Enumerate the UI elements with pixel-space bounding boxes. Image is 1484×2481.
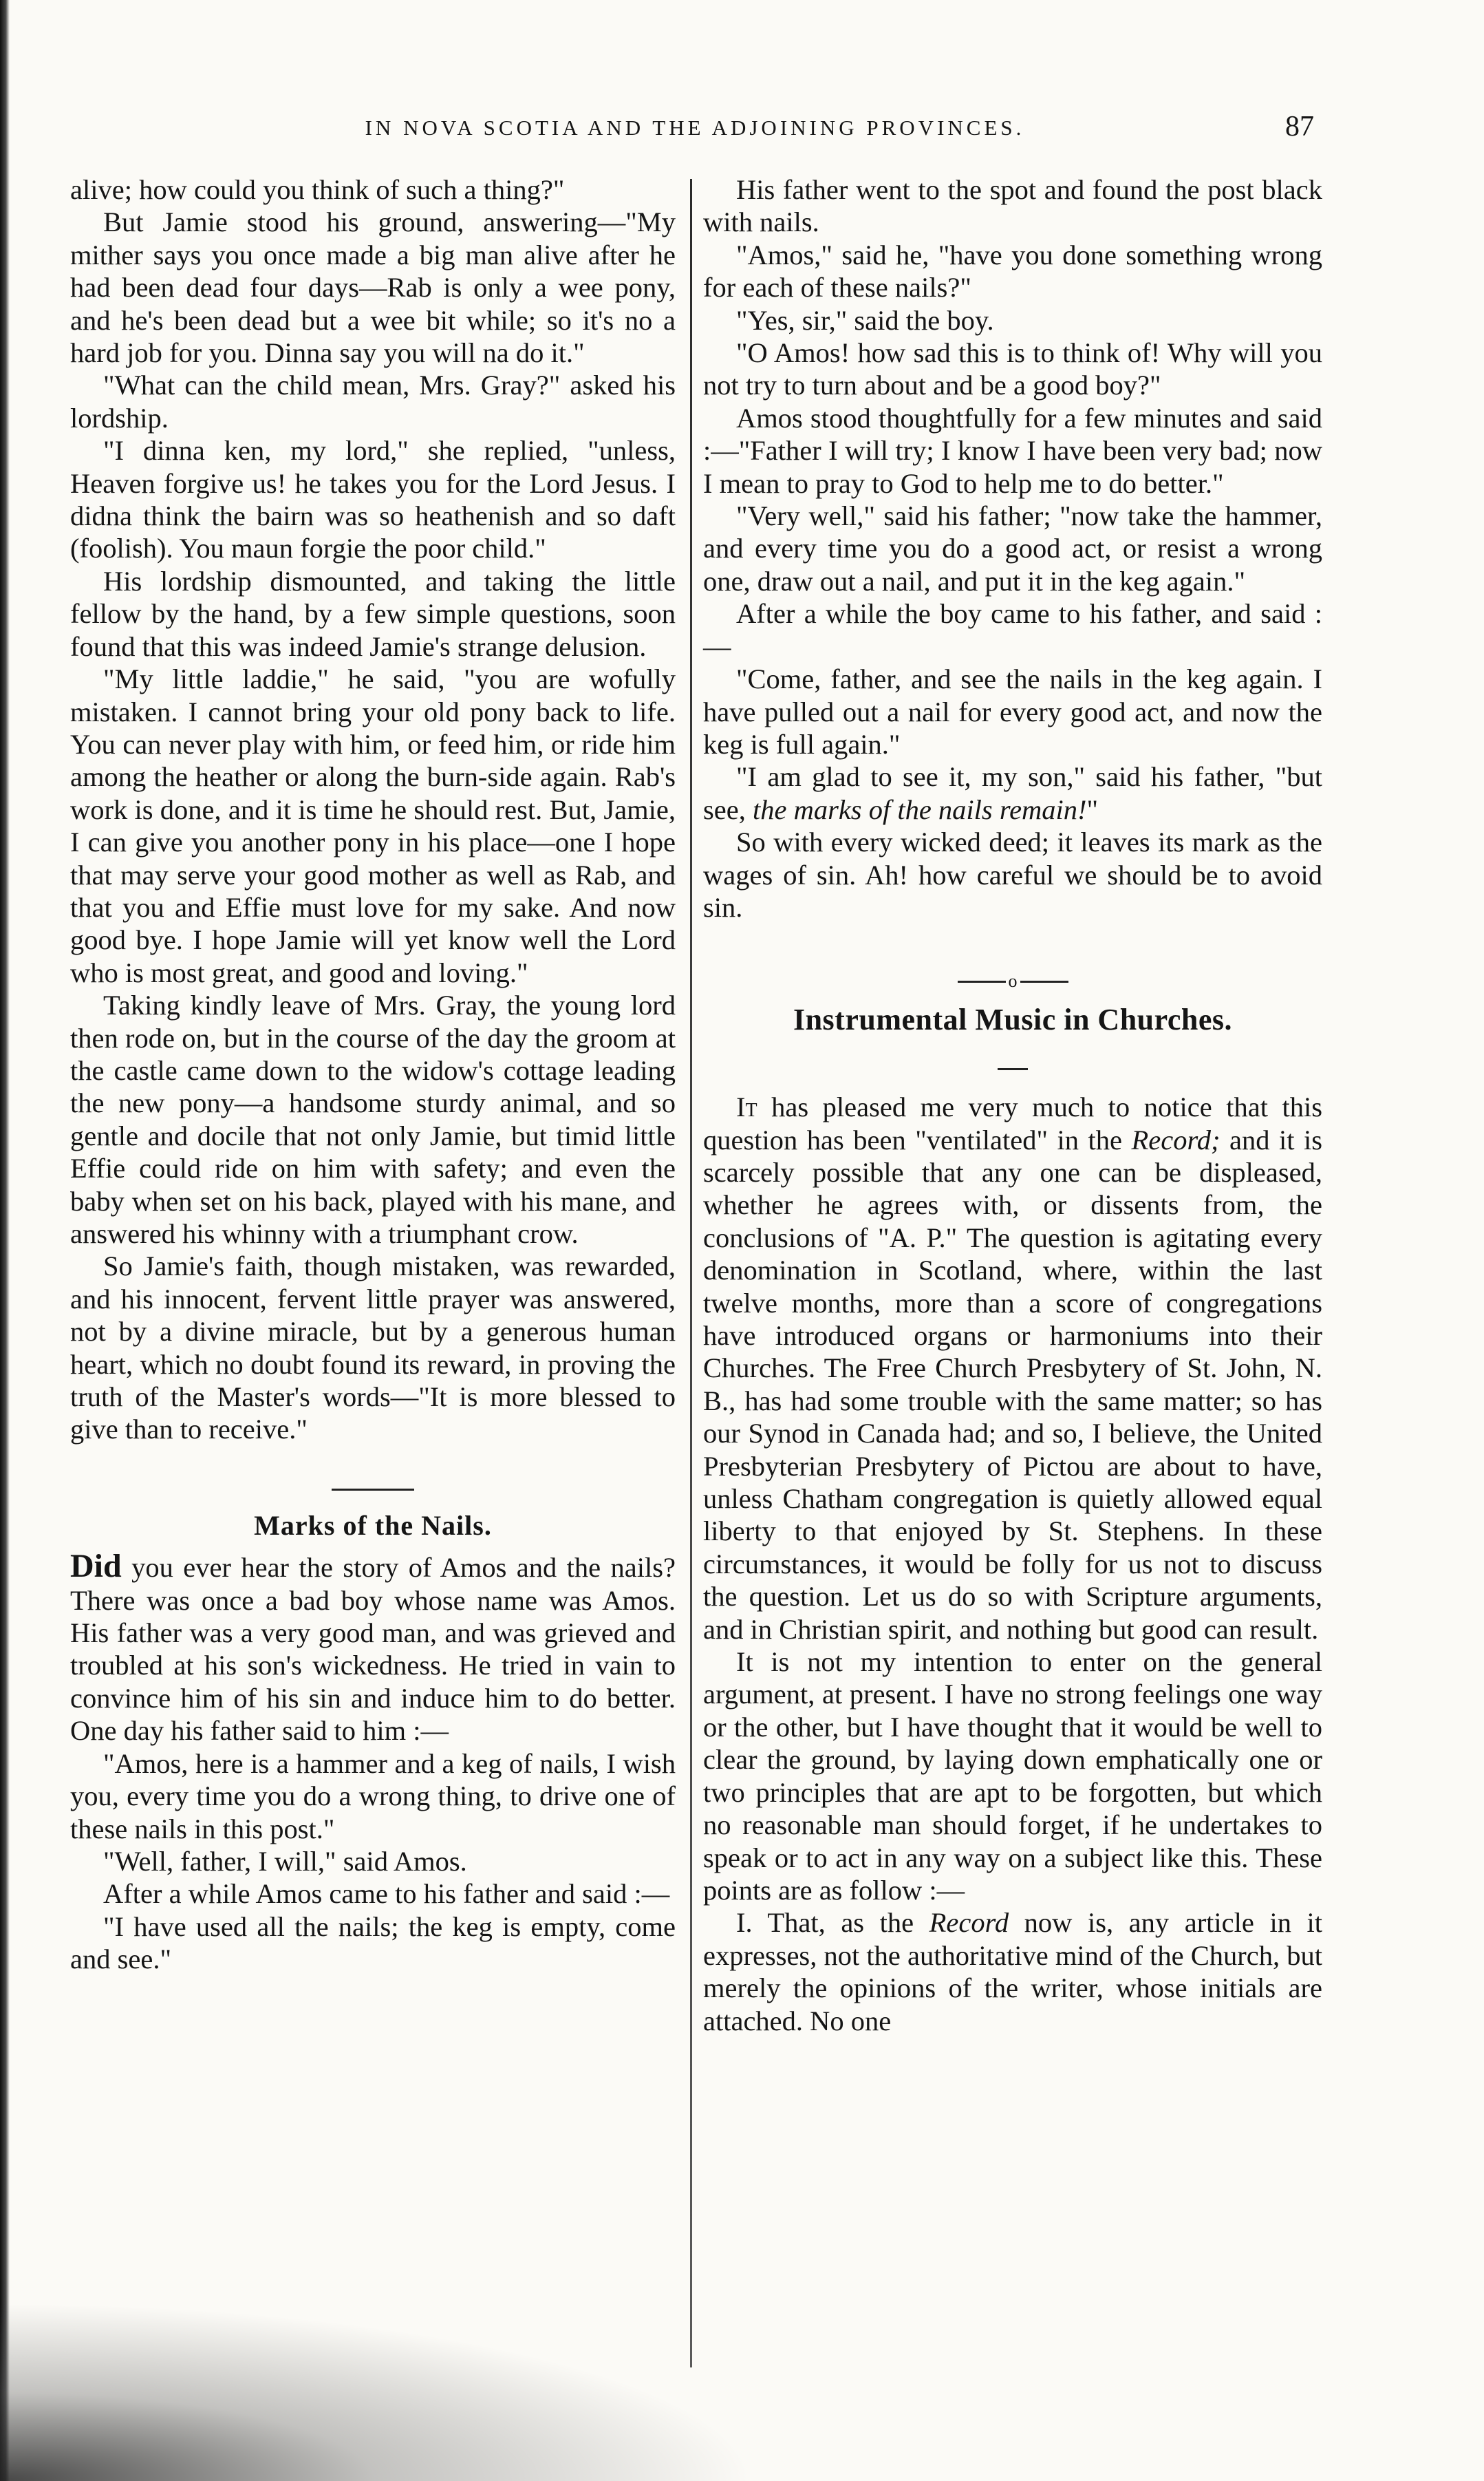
paragraph: So Jamie's faith, though mistaken, was rewarded, and his innocent, fervent little prayer was answered, not by a divine miracle, but by a generous human heart, which no doubt found its reward, in proving the truth of the Master's words—"It is more blessed to give than to receive." (70, 1250, 676, 1445)
italic-run: Record; (1131, 1124, 1220, 1156)
left-column (70, 173, 676, 1976)
paragraph: After a while Amos came to his father and said :— (103, 1878, 670, 1910)
paragraph: "My little laddie," he said, "you are wofully mistaken. I cannot bring your old pony back to life. You can never play with him, or feed him, or ride him among the heather or along the burn-side again. Rab's work is done, and it is time he should rest. But, Jamie, I can give you another pony in his place—one I hope that may serve your good mother as well as Rab, and that you and Effie must love for my sake. And now good bye. I hope Jamie will yet know well the Lord who is most great, and good and loving." (70, 663, 676, 988)
paragraph: But Jamie stood his ground, answering—"My mither says you once made a big man alive after he had been dead four days—Rab is only a wee pony, and he's been dead but a wee bit while; so it's no a hard job for you. Dinna say you will na do it." (70, 206, 676, 369)
page-corner-shadow (0, 2302, 757, 2481)
paragraph: "I dinna ken, my lord," she replied, "unless, Heaven forgive us! he takes you for the Lord Jesus. I didna think the bairn was so heathenish and so daft (foolish). You maun forgie the poor child." (70, 435, 676, 564)
lead-text: you ever hear the story of Amos and the nails? There was once a bad boy whose name was Amos. His father was a very good man, and was grieved and troubled at his son's wickedness. He tried in vain to convince him of his sin and induce him to do better. One day his father said to him :— (70, 1552, 676, 1747)
paragraph: "Yes, sir," said the boy. (736, 304, 994, 336)
text-run: " (1086, 794, 1099, 825)
paragraph (703, 760, 1322, 826)
article-title-marks-of-the-nails: Marks of the Nails. (254, 1509, 492, 1541)
paragraph: "Amos, here is a hammer and a keg of nails, I wish you, every time you do a wrong thing, to drive one of these nails in this post." (70, 1747, 676, 1844)
paragraph: "O Amos! how sad this is to think of! Why will you not try to turn about and be a good boy?" (703, 337, 1322, 401)
text-run: and it is scarcely possible that any one can be displeased, whether he agrees with, or dissents from, the conclusions of "A. P." The question is agitating every denomination in Scotland, where, within the last twelve months, more than a score of congregations have introduced organs or harmoniums into their Churches. The Free Church Presbytery of St. John, N. B., has had some trouble with the same matter; so has our Synod in Canada had; and so, I believe, the United Presbyterian Presbytery of Pictou are about to have, unless Chatham congregation is quietly allowed equal liberty to that enjoyed by St. Stephens. In these circumstances, it would be folly for us not to discuss the question. Let us do so with Scripture arguments, and in Christian spirit, and nothing but good can result. (703, 1124, 1322, 1645)
paragraph: So with every wicked deed; it leaves its mark as the wages of sin. Ah! how careful we should be to avoid sin. (703, 827, 1322, 923)
paragraph: Amos stood thoughtfully for a few minutes and said :—"Father I will try; I know I have been very bad; now I mean to pray to God to help me to do better." (703, 402, 1322, 499)
paragraph: "What can the child mean, Mrs. Gray?" asked his lordship. (70, 370, 676, 434)
paragraph: "Well, father, I will," said Amos. (103, 1845, 467, 1877)
italic-run: the marks of the nails remain! (752, 794, 1087, 825)
paragraph: "Come, father, and see the nails in the keg again. I have pulled out a nail for every good act, and now the keg is full again." (703, 663, 1322, 760)
paragraph: alive; how could you think of such a thing?" (70, 174, 565, 205)
drop-word: Did (70, 1548, 122, 1585)
paragraph: "I have used all the nails; the keg is empty, come and see." (70, 1910, 676, 1975)
text-run: now is, any article in it expresses, not the authoritative mind of the Church, but merely the opinions of the writer, whose initials are attached. No one (703, 1907, 1323, 2036)
section-separator (70, 1471, 676, 1484)
paragraph: Taking kindly leave of Mrs. Gray, the young lord then rode on, but in the course of the day the groom at the castle came down to the widow's cottage leading the new pony—a handsome sturdy animal, and so gentle and docile that not only Jamie, but timid little Effie could ride on him with safety; and even the baby when set on his back, played with his mane, and answered his whinny with a triumphant crow. (70, 990, 676, 1249)
paragraph: "Very well," said his father; "now take the hammer, and every time you do a good act, or resist a wrong one, draw out a nail, and put it in the keg again." (703, 500, 1322, 597)
paragraph: After a while the boy came to his father, and said :— (703, 598, 1322, 662)
paragraph-lead (70, 1550, 676, 1747)
paragraph: His lordship dismounted, and taking the little fellow by the hand, by a few simple questions, soon found that this was indeed Jamie's strange delusion. (70, 565, 676, 662)
paragraph: It is not my intention to enter on the general argument, at present. I have no strong feelings one way or the other, but I have thought that it would be well to clear the ground, by laying down emphatically one or two principles that are apt to be forgotten, but which no reasonable man should forget, if he undertakes to speak or to act in any way on a subject like this. These points are as follow :— (703, 1646, 1322, 1906)
separator-mark: o (1008, 971, 1018, 992)
paragraph: "Amos," said he, "have you done something wrong for each of these nails?" (703, 239, 1322, 304)
title-dash (703, 1045, 1322, 1077)
text-run: "I am glad to see it, my son," said his father, "but see, (703, 761, 1322, 825)
page-number: 87 (1285, 111, 1314, 142)
text-run: has pleased me very much to notice that this question has been "ventilated" in the (703, 1092, 1322, 1156)
lead-word: It (736, 1092, 757, 1123)
section-separator (703, 962, 1322, 992)
italic-run: Record (929, 1907, 1009, 1939)
text-run: I. That, as the (736, 1907, 929, 1939)
right-column (703, 173, 1322, 2037)
paragraph (703, 1091, 1322, 1646)
article-title-instrumental-music: Instrumental Music in Churches. (793, 1003, 1233, 1037)
running-head: IN NOVA SCOTIA AND THE ADJOINING PROVINCES. (365, 116, 1025, 140)
column-rule (690, 179, 692, 2367)
paragraph: His father went to the spot and found the post black with nails. (703, 174, 1322, 238)
paragraph (703, 1906, 1322, 2037)
page-binding-shadow (0, 0, 10, 2481)
